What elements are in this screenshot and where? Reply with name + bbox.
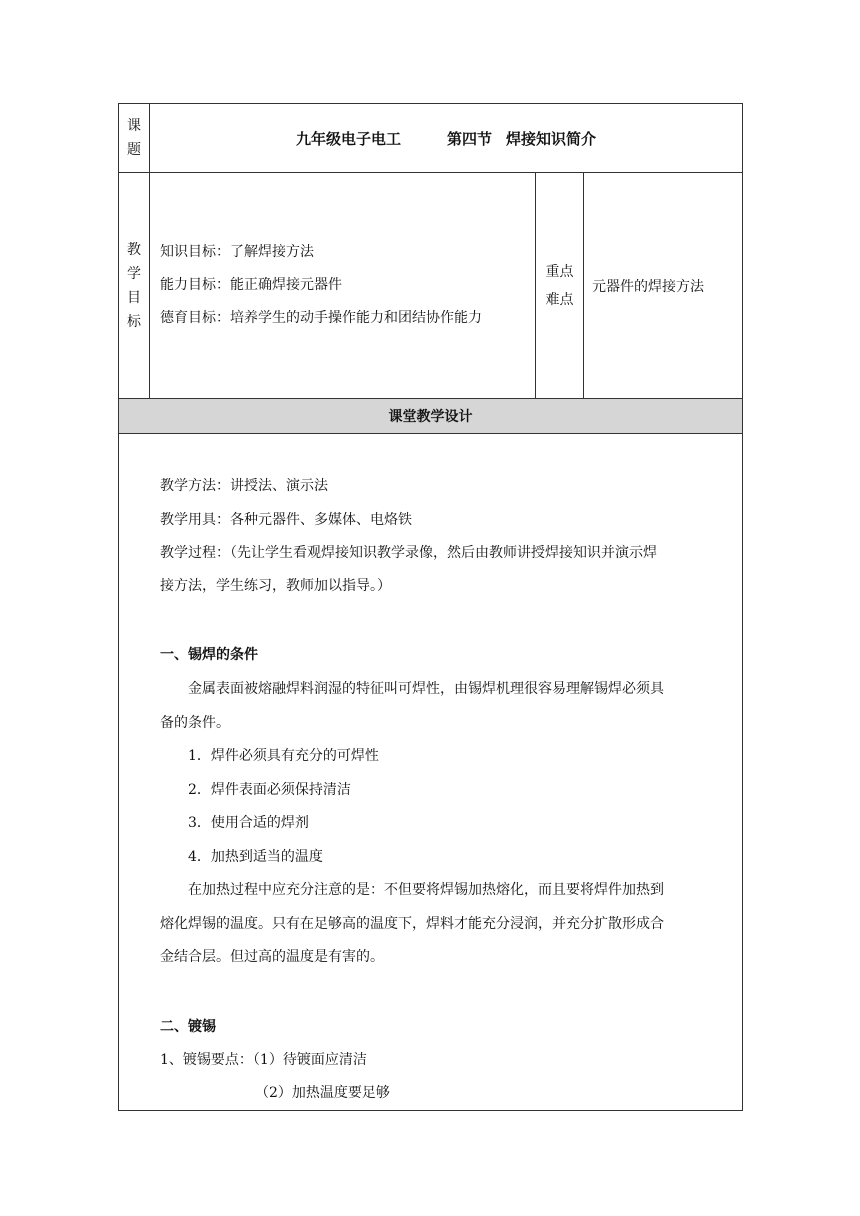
- teaching-tools: 教学用具：各种元器件、多媒体、电烙铁: [160, 512, 412, 528]
- topic-label-char: 题: [127, 142, 141, 158]
- goals-label-char: 教: [127, 241, 141, 258]
- design-content-row: [119, 434, 743, 1111]
- design-header: 课堂教学设计: [119, 399, 743, 434]
- condition-item: 3．使用合适的焊剂: [188, 815, 309, 831]
- section-title: 二、镀锡: [160, 1019, 216, 1035]
- goals-label: [119, 173, 150, 399]
- paragraph-line: 在加热过程中应充分注意的是：不但要将焊锡加热熔化，而且要将焊件加热到: [188, 882, 664, 898]
- paragraph-line: 金属表面被熔融焊料润湿的特征叫可焊性，由锡焊机理很容易理解锡焊必须具: [188, 681, 664, 697]
- title-topic: 焊接知识简介: [506, 129, 597, 148]
- key-points-value: 元器件的焊接方法: [584, 173, 743, 399]
- condition-item: 4．加热到适当的温度: [188, 849, 323, 865]
- paragraph-line: 备的条件。: [160, 715, 230, 731]
- title-row: [119, 104, 743, 173]
- topic-label: [119, 104, 150, 173]
- title-section: 第四节: [447, 129, 493, 148]
- teaching-process-line: 教学过程：（先让学生看观焊接知识教学录像，然后由教师讲授焊接知识并演示焊: [160, 545, 657, 561]
- design-header-row: [119, 399, 743, 434]
- key-label-line: 难点: [545, 291, 574, 308]
- key-points-label: [536, 173, 584, 399]
- tinning-point: （2）加热温度要足够: [255, 1085, 390, 1101]
- tinning-point: 1、镀锡要点：（1）待镀面应清洁: [160, 1052, 367, 1068]
- title-course: 九年级电子电工: [295, 129, 401, 148]
- goals-label-char: 标: [127, 313, 141, 330]
- lesson-title: [150, 104, 743, 173]
- paragraph-line: 金结合层。但过高的温度是有害的。: [160, 949, 384, 965]
- topic-label-char: 课: [127, 118, 141, 134]
- ability-goal: 能力目标：能正确焊接元器件: [160, 277, 342, 293]
- knowledge-goal: 知识目标：了解焊接方法: [160, 244, 314, 260]
- teaching-method: 教学方法：讲授法、演示法: [160, 478, 328, 494]
- section-title: 一、锡焊的条件: [160, 647, 258, 663]
- design-content: [119, 434, 743, 1111]
- goals-row: [119, 173, 743, 399]
- goals-content: [150, 173, 536, 399]
- goals-label-char: 学: [127, 265, 141, 282]
- condition-item: 2．焊件表面必须保持清洁: [188, 782, 351, 798]
- teaching-process-line: 接方法，学生练习，教师加以指导。）: [160, 578, 391, 594]
- paragraph-line: 熔化焊锡的温度。只有在足够高的温度下，焊料才能充分浸润，并充分扩散形成合: [160, 916, 664, 932]
- goals-label-char: 目: [127, 289, 141, 306]
- key-label-line: 重点: [545, 263, 574, 280]
- condition-item: 1．焊件必须具有充分的可焊性: [188, 748, 379, 764]
- lesson-plan-table: [118, 103, 743, 1111]
- moral-goal: 德育目标：培养学生的动手操作能力和团结协作能力: [160, 310, 482, 326]
